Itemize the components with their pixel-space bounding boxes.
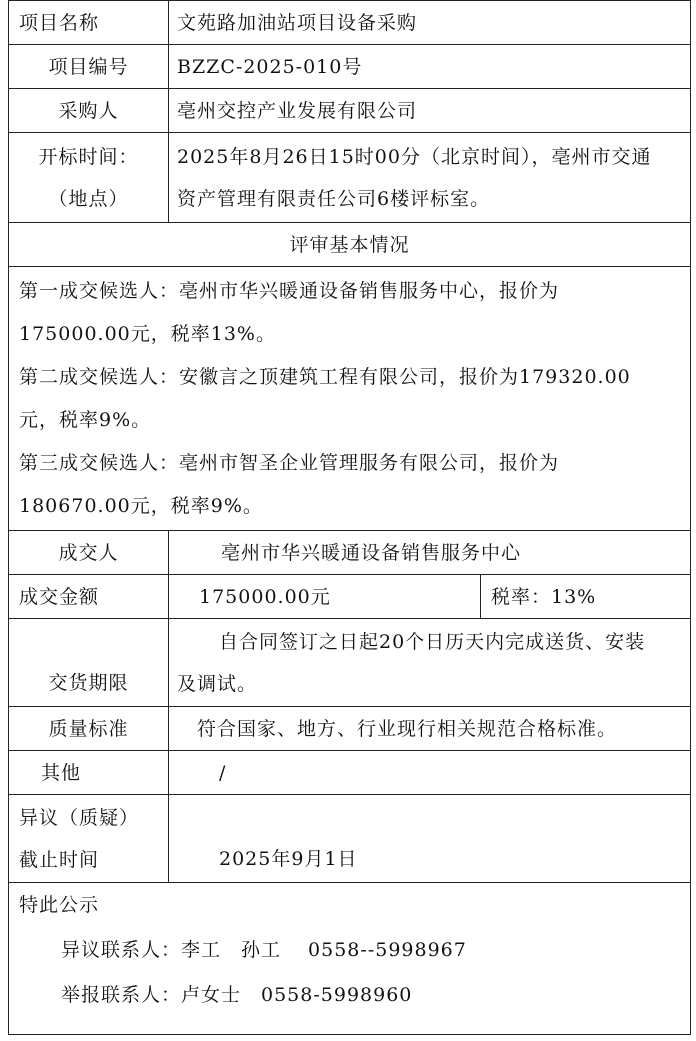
- review-heading: 评审基本情况: [9, 223, 691, 267]
- review-line-3: 第二成交候选人：安徽言之顶建筑工程有限公司，报价为179320.00: [19, 365, 631, 388]
- delivery-label: 交货期限: [9, 619, 169, 707]
- notice-title: 特此公示: [19, 894, 100, 916]
- amount-value: 175000.00元: [169, 575, 481, 619]
- notice-section: [9, 883, 691, 1035]
- bid-time-label: [9, 133, 169, 223]
- objection-label: [9, 795, 169, 883]
- review-line-1: 第一成交候选人：亳州市华兴暖通设备销售服务中心，报价为: [19, 279, 560, 302]
- delivery-line1: 自合同签订之日起20个日历天内完成送货、安装: [219, 630, 646, 653]
- winner-value: 亳州市华兴暖通设备销售服务中心: [169, 531, 691, 575]
- review-line-2: 175000.00元，税率13%。: [19, 322, 276, 345]
- row-notice: [9, 883, 691, 1035]
- bid-time-label-line1: 开标时间：: [38, 145, 139, 168]
- project-no-value: BZZC-2025-010号: [169, 45, 691, 89]
- row-review-lines: [9, 267, 691, 531]
- row-winner: [9, 531, 691, 575]
- row-project-name: [9, 1, 691, 45]
- quality-label: 质量标准: [9, 707, 169, 751]
- row-project-no: [9, 45, 691, 89]
- objection-label-line1: 异议（质疑）: [19, 806, 140, 829]
- review-line-4: 元，税率9%。: [19, 408, 152, 431]
- row-bid-time: [9, 133, 691, 223]
- project-name-label: 项目名称: [9, 1, 169, 45]
- bid-time-label-line2: （地点）: [48, 187, 129, 210]
- other-value: /: [169, 751, 691, 795]
- row-delivery: [9, 619, 691, 707]
- bid-time-line2: 资产管理有限责任公司6楼评标室。: [177, 187, 491, 210]
- review-line-5: 第三成交候选人：亳州市智圣企业管理服务有限公司，报价为: [19, 451, 560, 474]
- tax-rate: 税率：13%: [481, 575, 691, 619]
- row-purchaser: [9, 89, 691, 133]
- purchaser-label: 采购人: [9, 89, 169, 133]
- bid-time-value: [169, 133, 691, 223]
- review-candidates: [9, 267, 691, 531]
- objection-contact: 异议联系人：李工 孙工 0558--5998967: [61, 939, 467, 961]
- procurement-result-table: [8, 0, 691, 1035]
- bid-time-line1: 2025年8月26日15时00分（北京时间），亳州市交通: [177, 145, 652, 168]
- review-line-6: 180670.00元，税率9%。: [19, 494, 263, 517]
- project-name-value: 文苑路加油站项目设备采购: [169, 1, 691, 45]
- row-quality: [9, 707, 691, 751]
- amount-label: 成交金额: [9, 575, 169, 619]
- row-review-heading: [9, 223, 691, 267]
- purchaser-value: 亳州交控产业发展有限公司: [169, 89, 691, 133]
- report-contact: 举报联系人：卢女士 0558-5998960: [61, 984, 413, 1006]
- row-objection: [9, 795, 691, 883]
- delivery-line2: 及调试。: [177, 672, 258, 695]
- delivery-value: [169, 619, 691, 707]
- objection-label-line2: 截止时间: [19, 848, 100, 871]
- row-amount: [9, 575, 691, 619]
- objection-deadline: 2025年9月1日: [169, 795, 691, 883]
- project-no-label: 项目编号: [9, 45, 169, 89]
- other-label: 其他: [9, 751, 169, 795]
- winner-label: 成交人: [9, 531, 169, 575]
- quality-value: 符合国家、地方、行业现行相关规范合格标准。: [169, 707, 691, 751]
- row-other: [9, 751, 691, 795]
